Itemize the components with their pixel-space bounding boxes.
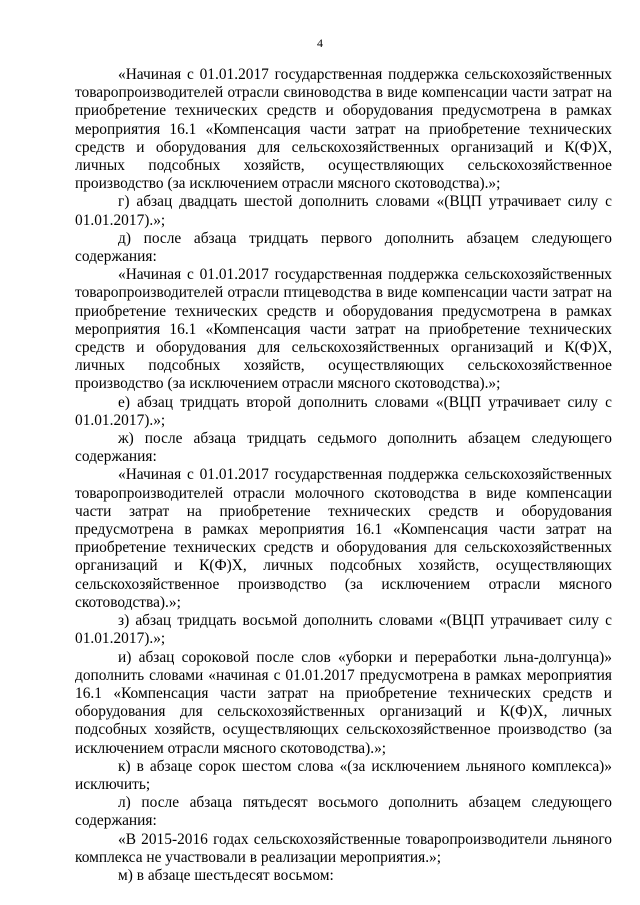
paragraph-item-e: е) абзац тридцать второй дополнить словами «(ВЦП утрачивает силу с 01.01.2017).»; xyxy=(75,393,612,429)
paragraph-item-k: к) в абзаце сорок шестом слова «(за исключением льняного комплекса)» исключить; xyxy=(75,757,612,793)
paragraph-flax-note: «В 2015-2016 годах сельскохозяйственные товаропроизводители льняного комплекса не участвовали в реализации мероприятия.»; xyxy=(75,830,612,866)
document-body xyxy=(75,66,612,885)
paragraph-item-g: г) абзац двадцать шестой дополнить словами «(ВЦП утрачивает силу с 01.01.2017).»; xyxy=(75,193,612,229)
paragraph-item-d: д) после абзаца тридцать первого дополнить абзацем следующего содержания: xyxy=(75,229,612,266)
paragraph-item-zh: ж) после абзаца тридцать седьмого дополнить абзацем следующего содержания: xyxy=(75,430,612,466)
paragraph-item-i: и) абзац сороковой после слов «уборки и переработки льна-долгунца)» дополнить словами «начиная с 01.01.2017 предусмотрена в рамках мероприятия 16.1 «Компенсация части затрат на приобретение технических средств и оборудования для сельскохозяйственных организаций и К(Ф)Х, личных подсобных хозяйств, осуществляющих сельскохозяйственное производство (за исключением отрасли мясного скотоводства).»; xyxy=(75,648,612,757)
paragraph-item-m: м) в абзаце шестьдесят восьмом: xyxy=(118,866,334,884)
paragraph-item-z: з) абзац тридцать восьмой дополнить словами «(ВЦП утрачивает силу с 01.01.2017).»; xyxy=(75,612,612,648)
paragraph-item-l: л) после абзаца пятьдесят восьмого дополнить абзацем следующего содержания: xyxy=(75,794,612,830)
paragraph-pig-breeding-support: «Начиная с 01.01.2017 государственная поддержка сельскохозяйственных товаропроизводителей отрасли свиноводства в виде компенсации части затрат на приобретение технических средств и оборудования предусмотрена в рамках мероприятия 16.1 «Компенсация части затрат на приобретение технических средств и оборудования для сельскохозяйственных организаций и К(Ф)Х, личных подсобных хозяйств, осуществляющих сельскохозяйственное производство (за исключением отрасли мясного скотоводства).»; xyxy=(75,66,612,193)
paragraph-poultry-support: «Начиная с 01.01.2017 государственная поддержка сельскохозяйственных товаропроизводителей отрасли птицеводства в виде компенсации части затрат на приобретение технических средств и оборудования предусмотрена в рамках мероприятия 16.1 «Компенсация части затрат на приобретение технических средств и оборудования для сельскохозяйственных организаций и К(Ф)Х, личных подсобных хозяйств, осуществляющих сельскохозяйственное производство (за исключением отрасли мясного скотоводства).»; xyxy=(75,266,612,393)
paragraph-dairy-support: «Начиная с 01.01.2017 государственная поддержка сельскохозяйственных товаропроизводителей отрасли молочного скотоводства в виде компенсации части затрат на приобретение технических средств и оборудования предусмотрена в рамках мероприятия 16.1 «Компенсация части затрат на приобретение технических средств и оборудования для сельскохозяйственных организаций и К(Ф)Х, личных подсобных хозяйств, осуществляющих сельскохозяйственное производство (за исключением отрасли мясного скотоводства).»; xyxy=(75,466,612,611)
page-number: 4 xyxy=(317,36,323,50)
